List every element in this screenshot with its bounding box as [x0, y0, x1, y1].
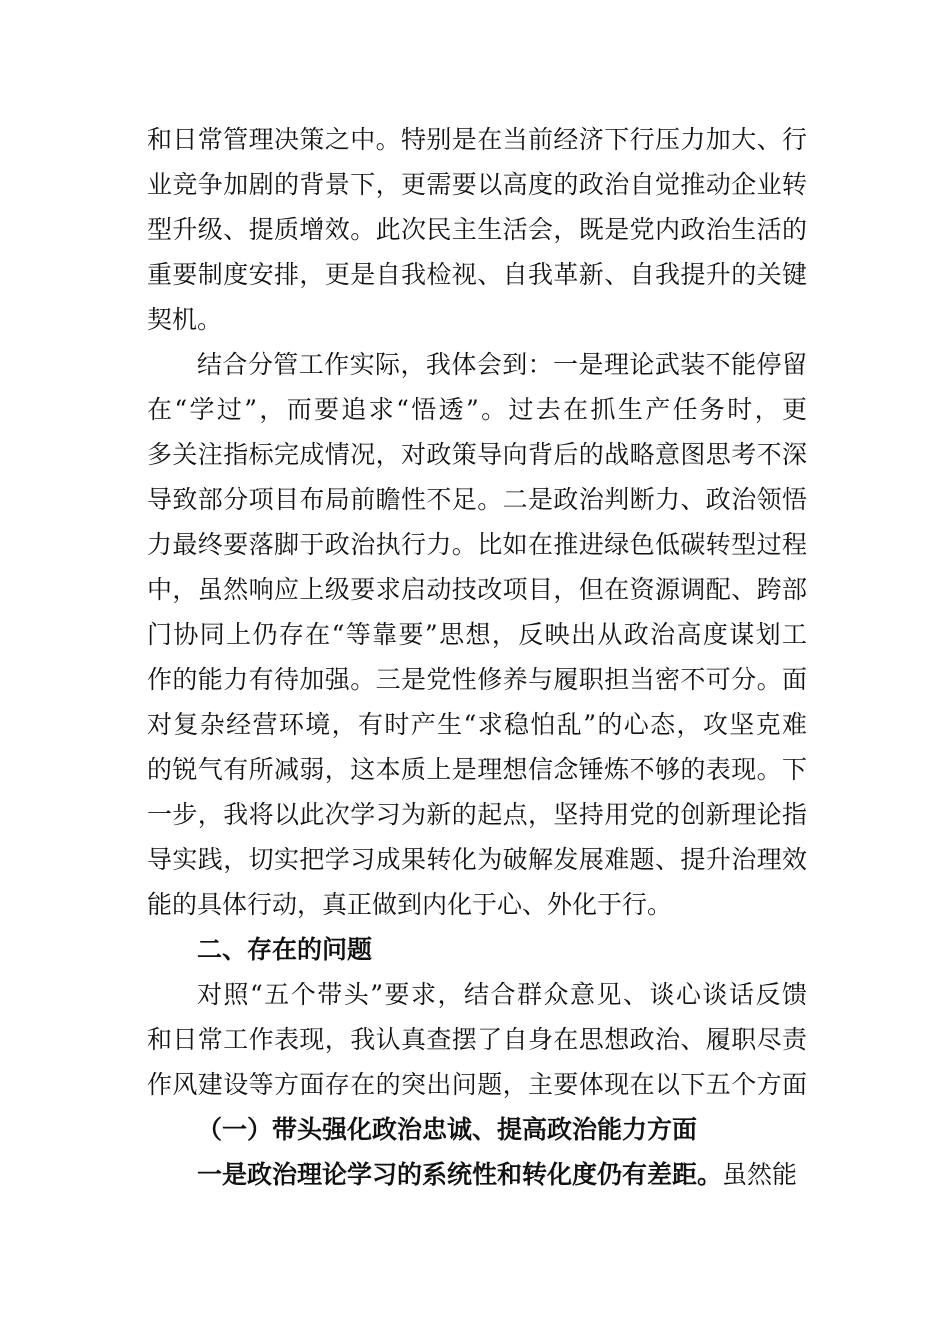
paragraph-line: 契机。 — [147, 305, 223, 334]
paragraph-line: 在“学过”，而要追求“悟透”。过去在抓生产任务时，更 — [147, 395, 807, 424]
paragraph-line: 的锐气有所减弱，这本质上是理想信念锤炼不够的表现。下 — [147, 755, 807, 784]
paragraph-line: 对照“五个带头”要求，结合群众意见、谈心谈话反馈 — [197, 980, 807, 1009]
paragraph-line: 多关注指标完成情况，对政策导向背后的战略意图思考不深 — [147, 440, 807, 469]
paragraph-line: 和日常工作表现，我认真查摆了自身在思想政治、履职尽责 — [147, 1025, 807, 1054]
section-heading: 二、存在的问题 — [197, 935, 373, 964]
paragraph-line: 结合分管工作实际，我体会到：一是理论武装不能停留 — [197, 350, 807, 379]
paragraph-line: 作的能力有待加强。三是党性修养与履职担当密不可分。面 — [147, 665, 807, 694]
paragraph-line: 业竞争加剧的背景下，更需要以高度的政治自觉推动企业转 — [147, 170, 807, 199]
point-text: 虽然能 — [722, 1160, 798, 1189]
paragraph-line: 作风建设等方面存在的突出问题，主要体现在以下五个方面 — [147, 1070, 807, 1099]
paragraph-line: 对复杂经营环境，有时产生“求稳怕乱”的心态，攻坚克难 — [147, 710, 807, 739]
paragraph-line: 一步，我将以此次学习为新的起点，坚持用党的创新理论指 — [147, 800, 807, 829]
paragraph-line: 能的具体行动，真正做到内化于心、外化于行。 — [147, 890, 673, 919]
paragraph-line: 导致部分项目布局前瞻性不足。二是政治判断力、政治领悟 — [147, 485, 807, 514]
paragraph-line: 和日常管理决策之中。特别是在当前经济下行压力加大、行 — [147, 125, 807, 154]
subsection-heading: （一）带头强化政治忠诚、提高政治能力方面 — [197, 1115, 698, 1144]
paragraph-line: 导实践，切实把学习成果转化为破解发展难题、提升治理效 — [147, 845, 807, 874]
paragraph-line: 重要制度安排，更是自我检视、自我革新、自我提升的关键 — [147, 260, 807, 289]
paragraph-line: 力最终要落脚于政治执行力。比如在推进绿色低碳转型过程 — [147, 530, 807, 559]
paragraph-line: 门协同上仍存在“等靠要”思想，反映出从政治高度谋划工 — [147, 620, 807, 649]
paragraph-line: 中，虽然响应上级要求启动技改项目，但在资源调配、跨部 — [147, 575, 807, 604]
point-bold-text: 一是政治理论学习的系统性和转化度仍有差距。 — [197, 1160, 723, 1189]
point-line — [197, 1153, 807, 1197]
paragraph-line: 型升级、提质增效。此次民主生活会，既是党内政治生活的 — [147, 215, 807, 244]
